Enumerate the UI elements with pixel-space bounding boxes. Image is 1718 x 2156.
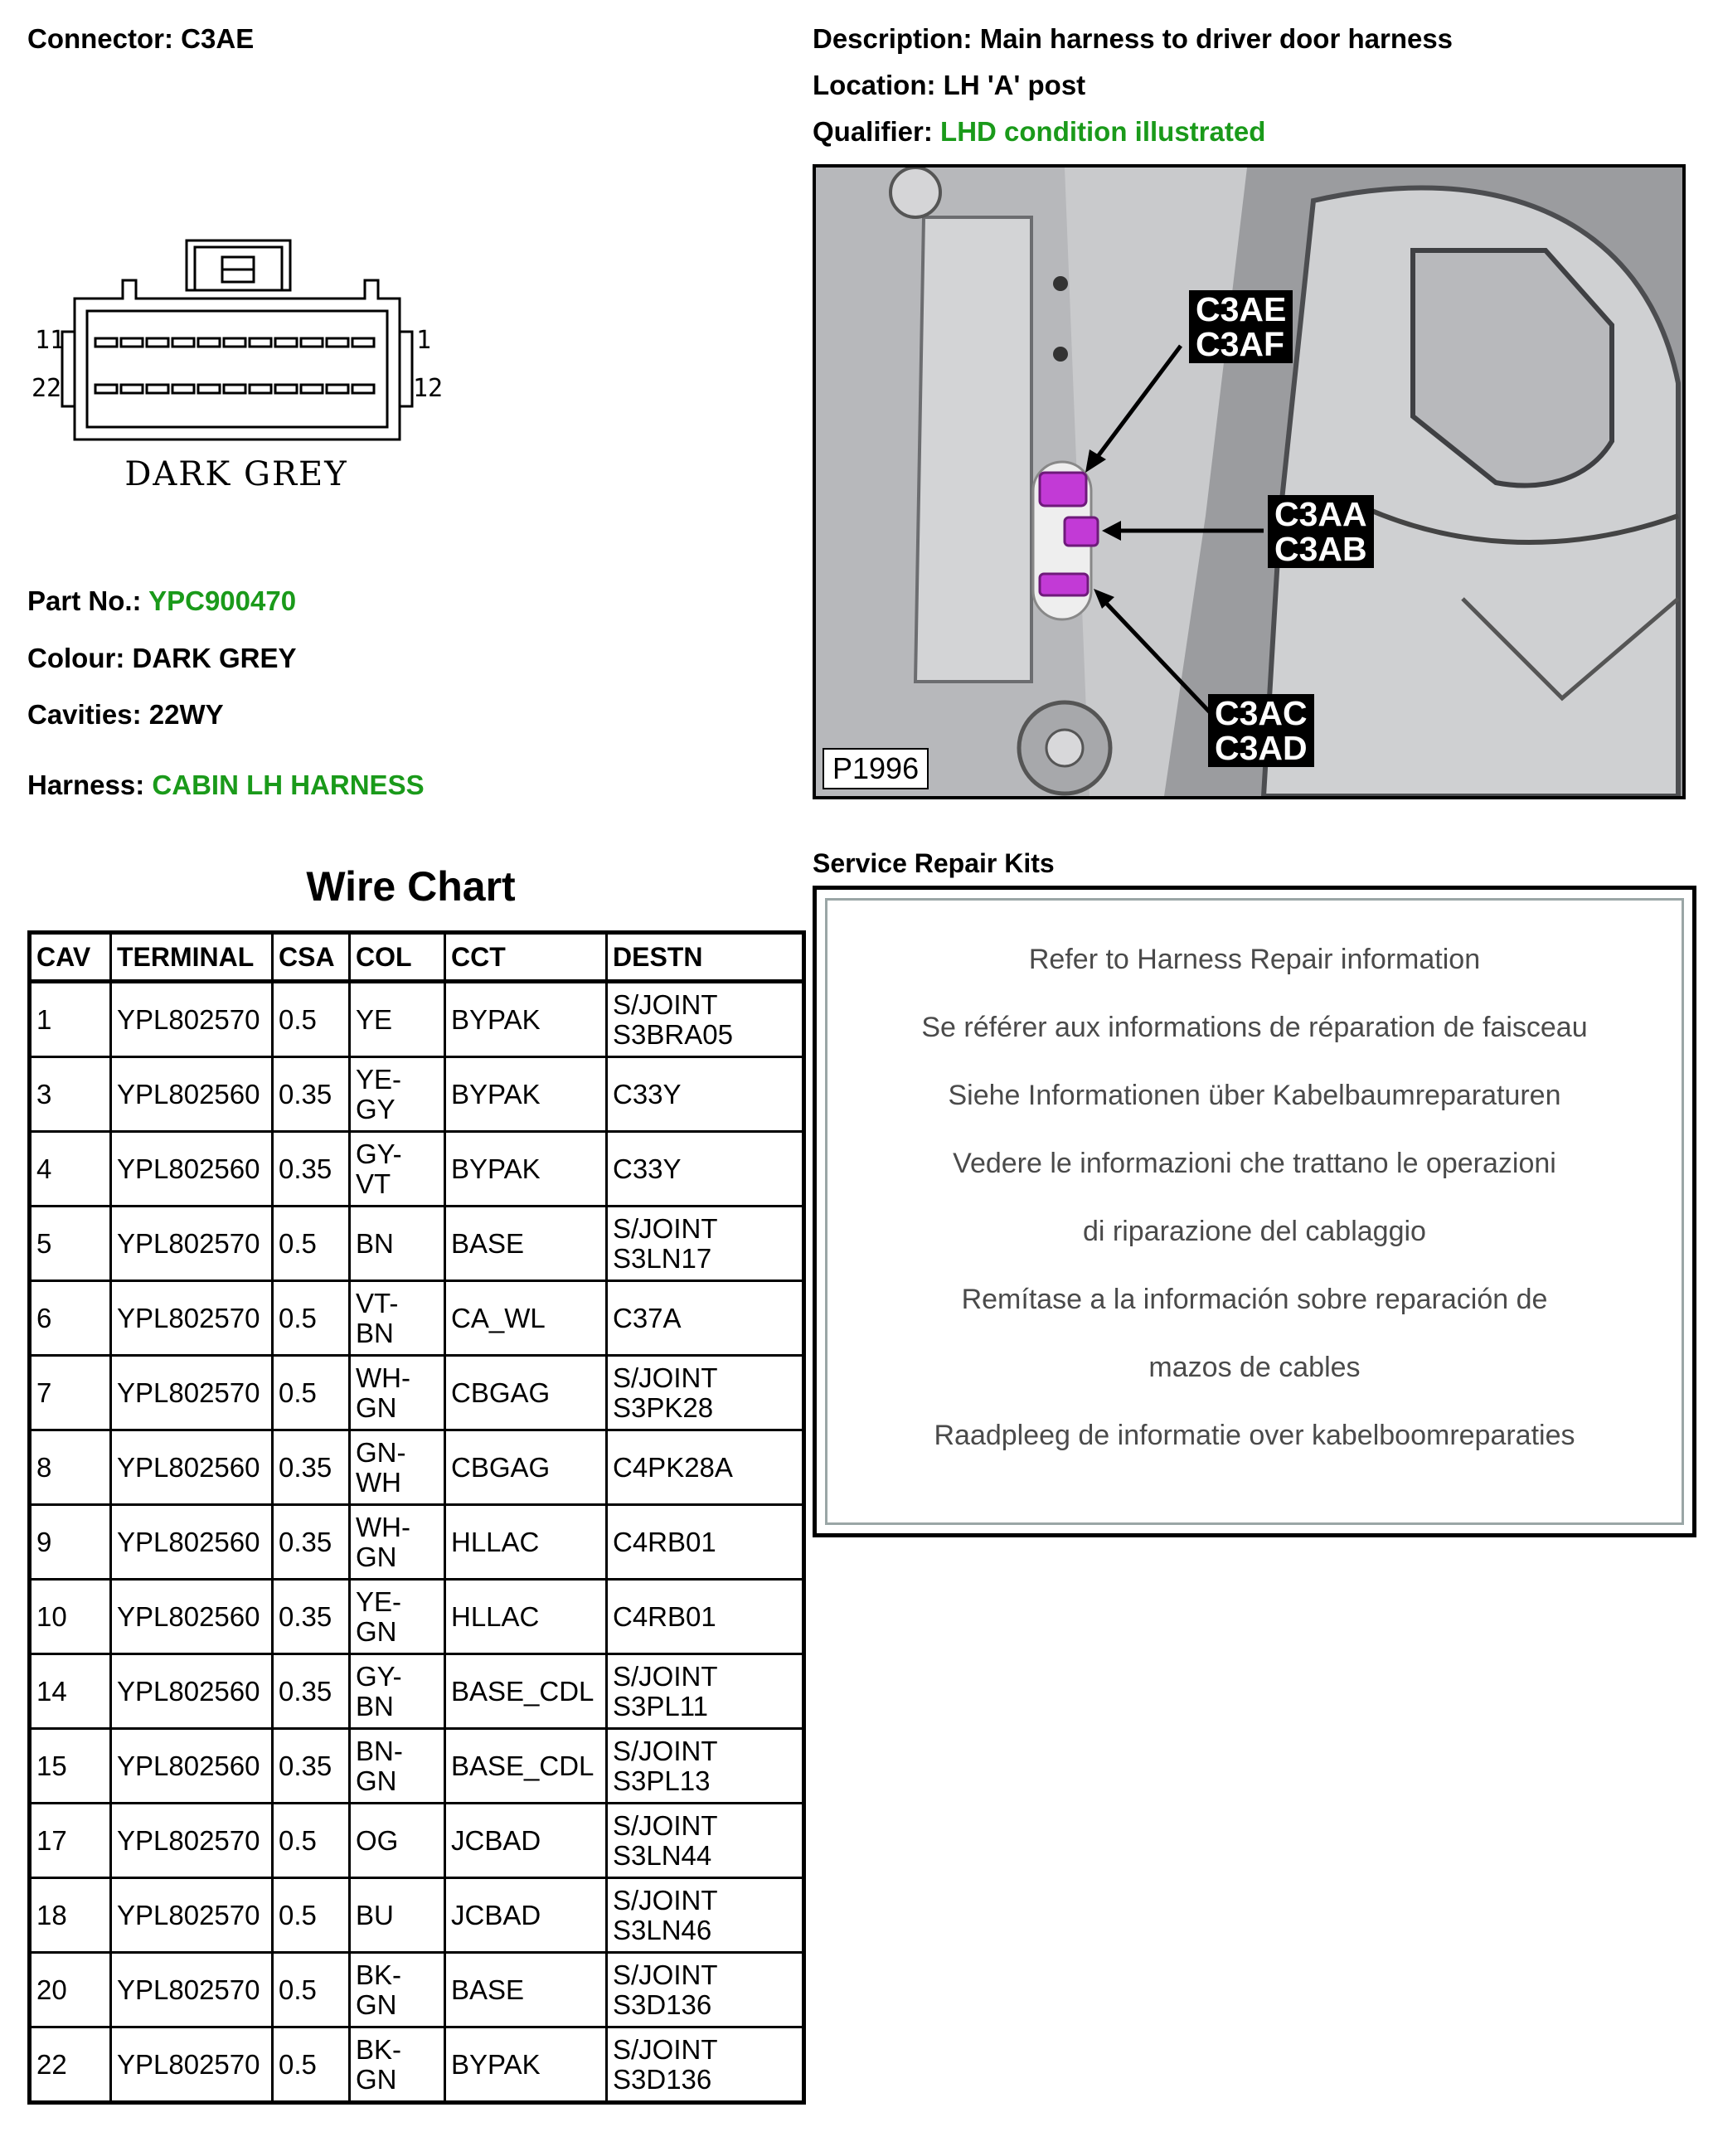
cell-col-line: WH- [356,1362,410,1393]
cell-col [350,1281,445,1356]
cell-terminal: YPL802560 [111,1654,273,1729]
cell-csa: 0.5 [273,1878,350,1953]
cell-cct: HLLAC [445,1580,607,1654]
cell-destn-line: S3D136 [613,1988,712,2020]
cell-destn [607,1356,804,1430]
cell-cct: CBGAG [445,1430,607,1505]
cell-csa: 0.35 [273,1729,350,1804]
cell-cav: 8 [30,1430,111,1505]
callout-line: C3AC [1215,694,1308,732]
table-row [30,982,804,1057]
cell-cct: JCBAD [445,1878,607,1953]
pin-cavity [352,338,374,347]
cell-col-line: BU [356,1899,394,1930]
cell-col-line: GY [356,1093,396,1124]
photo-reference-label: P1996 [823,748,929,789]
cell-destn [607,1953,804,2027]
cell-col-line: YE [356,1003,393,1035]
harness-label: Harness: [27,770,145,800]
cell-destn-line: C4RB01 [613,1600,716,1632]
description-value: Main harness to driver door harness [979,23,1454,54]
service-repair-kits-box [813,886,1696,1537]
cell-csa: 0.5 [273,1804,350,1878]
cell-destn-line: C33Y [613,1078,682,1110]
header-terminal: TERMINAL [111,933,273,982]
cell-destn-line: S/JOINT [613,2033,718,2065]
table-row [30,1654,804,1729]
cell-cav: 15 [30,1729,111,1804]
cell-csa: 0.5 [273,2027,350,2103]
location [813,70,1085,101]
table-row [30,1356,804,1430]
table-row [30,1729,804,1804]
cell-col-line: BN [356,1227,394,1259]
cell-col-line: GY- [356,1138,402,1169]
cavities [27,699,224,731]
connector-id [27,23,254,55]
cell-col-line: GN [356,1391,397,1423]
cell-col-line: WH- [356,1511,410,1542]
callout-line: C3AD [1215,729,1308,767]
kit-line-es-1: Remítase a la información sobre reparación de [961,1284,1548,1315]
pin-cavity [198,338,220,347]
cell-cct: CA_WL [445,1281,607,1356]
cell-destn [607,1430,804,1505]
cell-col-line: VT [356,1168,391,1199]
cell-col-line: OG [356,1824,399,1856]
cell-col [350,1878,445,1953]
pin-cavity [352,385,374,393]
qualifier-value[interactable]: LHD condition illustrated [940,116,1266,147]
colour-value: DARK GREY [132,643,297,673]
cavities-value: 22WY [148,699,224,730]
part-no-label: Part No.: [27,585,142,616]
cell-cct: BASE_CDL [445,1654,607,1729]
kit-line-es-2: mazos de cables [1148,1352,1361,1383]
cell-col-line: GN [356,1615,397,1647]
cell-cct: BYPAK [445,2027,607,2103]
cell-destn-line: S3PL13 [613,1765,711,1796]
cell-cav: 9 [30,1505,111,1580]
cell-destn [607,1804,804,1878]
kit-line-it-2: di riparazione del cablaggio [1083,1216,1426,1247]
cell-cct: BASE [445,1953,607,2027]
header-csa: CSA [273,933,350,982]
table-row [30,1580,804,1654]
cell-terminal: YPL802570 [111,1356,273,1430]
header-cct: CCT [445,933,607,982]
pin-cavity [275,385,297,393]
cell-destn-line: S/JOINT [613,1809,718,1841]
cell-destn [607,2027,804,2103]
cell-destn-line: S/JOINT [613,1884,718,1916]
connector-colour-caption: DARK GREY [124,455,348,493]
cell-col-line: VT- [356,1287,399,1318]
connector-label: Connector: [27,23,173,54]
cell-destn [607,1207,804,1281]
cell-terminal: YPL802560 [111,1505,273,1580]
qualifier-label: Qualifier: [813,116,933,147]
cell-cav: 7 [30,1356,111,1430]
pin-label-11: 11 [35,326,66,355]
pin-label-1: 1 [416,326,432,355]
cell-col [350,1207,445,1281]
harness [27,770,425,801]
cell-col-line: GN [356,1541,397,1572]
cell-destn [607,982,804,1057]
cell-cav: 14 [30,1654,111,1729]
pin-cavity [275,338,297,347]
callout-line: C3AE [1196,290,1287,328]
cell-cav: 20 [30,1953,111,2027]
cell-destn-line: S/JOINT [613,1212,718,1244]
cell-destn [607,1281,804,1356]
callout-c3aa-c3ab[interactable] [1268,495,1374,568]
table-row [30,1281,804,1356]
cell-col [350,1430,445,1505]
cell-terminal: YPL802570 [111,1953,273,2027]
cell-cct: BASE [445,1207,607,1281]
cell-col [350,1132,445,1207]
cell-col [350,1356,445,1430]
cell-cct: BASE_CDL [445,1729,607,1804]
description-label: Description: [813,23,973,54]
cell-cct: HLLAC [445,1505,607,1580]
cell-csa: 0.35 [273,1430,350,1505]
cell-destn-line: C37A [613,1302,682,1333]
table-row [30,1430,804,1505]
pin-cavity [172,338,194,347]
table-row [30,1804,804,1878]
cell-cct: CBGAG [445,1356,607,1430]
cell-destn-line: C33Y [613,1153,682,1184]
cell-destn-line: S/JOINT [613,1660,718,1692]
pin-cavity [95,385,117,393]
cell-col [350,1804,445,1878]
cell-destn-line: S/JOINT [613,1959,718,1990]
kit-line-nl: Raadpleeg de informatie over kabelboomreparaties [934,1420,1575,1451]
pin-row-top [95,338,374,347]
cell-col-line: GN [356,1765,397,1796]
cell-destn [607,1505,804,1580]
cell-terminal: YPL802570 [111,1878,273,1953]
pin-label-22: 22 [32,374,62,403]
cell-cav: 18 [30,1878,111,1953]
callout-c3ae-c3af[interactable] [1189,290,1293,363]
cell-terminal: YPL802570 [111,2027,273,2103]
callout-c3ac-c3ad[interactable] [1208,694,1314,767]
table-row [30,1057,804,1132]
cell-terminal: YPL802560 [111,1132,273,1207]
pin-cavity [327,385,348,393]
cell-destn [607,1729,804,1804]
callout-line: C3AA [1274,495,1367,533]
pin-cavity [250,338,271,347]
cell-terminal: YPL802560 [111,1057,273,1132]
cell-cav: 3 [30,1057,111,1132]
table-row [30,1505,804,1580]
pin-cavity [224,338,245,347]
cell-csa: 0.35 [273,1580,350,1654]
cell-col-line: WH [356,1466,401,1498]
wire-chart-table [27,930,806,2105]
connector-face-diagram [25,232,456,506]
cell-destn-line: S3LN17 [613,1242,712,1274]
cell-col-line: GN [356,1988,397,2020]
cell-cct: BYPAK [445,982,607,1057]
service-repair-kits-title: Service Repair Kits [813,848,1055,878]
connector-value: C3AE [181,23,255,54]
cell-col-line: BK- [356,2033,402,2065]
cell-col-line: BK- [356,1959,402,1990]
qualifier [813,116,1265,148]
cell-col-line: BN [356,1690,394,1721]
cell-destn-line: C4PK28A [613,1451,733,1483]
cell-csa: 0.35 [273,1505,350,1580]
cell-destn [607,1580,804,1654]
cell-cct: JCBAD [445,1804,607,1878]
cell-col [350,1057,445,1132]
cell-terminal: YPL802570 [111,1804,273,1878]
cell-col-line: YE- [356,1585,402,1617]
table-row [30,1953,804,2027]
harness-value[interactable]: CABIN LH HARNESS [152,770,425,800]
cell-destn-line: S/JOINT [613,988,718,1020]
cell-csa: 0.5 [273,1281,350,1356]
pin-cavity [250,385,271,393]
location-label: Location: [813,70,936,100]
wire-chart-title: Wire Chart [306,863,516,910]
cell-csa: 0.5 [273,1207,350,1281]
cell-destn-line: C4RB01 [613,1526,716,1557]
cell-destn [607,1057,804,1132]
cell-csa: 0.5 [273,1953,350,2027]
cell-terminal: YPL802560 [111,1580,273,1654]
cell-destn-line: S3LN44 [613,1839,712,1871]
pin-cavity [121,385,143,393]
cell-destn-line: S/JOINT [613,1735,718,1766]
cell-cav: 17 [30,1804,111,1878]
cell-destn [607,1878,804,1953]
table-header-row [30,933,804,982]
part-no-value[interactable]: YPC900470 [148,585,297,616]
pin-cavity [224,385,245,393]
cell-destn-line: S3D136 [613,2063,712,2095]
cell-col [350,2027,445,2103]
pin-cavity [147,338,168,347]
cell-csa: 0.5 [273,1356,350,1430]
cell-col-line: BN- [356,1735,403,1766]
cell-col [350,1505,445,1580]
cell-cav: 10 [30,1580,111,1654]
cell-cav: 4 [30,1132,111,1207]
description [813,23,1453,55]
callout-line: C3AB [1274,530,1367,568]
cell-col [350,1580,445,1654]
cell-cav: 1 [30,982,111,1057]
cell-col [350,982,445,1057]
cell-csa: 0.35 [273,1654,350,1729]
pin-cavity [121,338,143,347]
pin-cavity [147,385,168,393]
kit-line-de: Siehe Informationen über Kabelbaumreparaturen [948,1080,1561,1111]
cell-terminal: YPL802570 [111,982,273,1057]
table-row [30,2027,804,2103]
kit-line-it-1: Vedere le informazioni che trattano le operazioni [953,1148,1556,1179]
part-no [27,585,296,617]
pin-cavity [327,338,348,347]
cell-terminal: YPL802560 [111,1430,273,1505]
cell-col-line: GY- [356,1660,402,1692]
cell-csa: 0.35 [273,1057,350,1132]
cell-destn-line: S3PK28 [613,1391,714,1423]
cell-col [350,1953,445,2027]
header-destn: DESTN [607,933,804,982]
cavities-label: Cavities: [27,699,142,730]
cell-cct: BYPAK [445,1132,607,1207]
cell-col-line: YE- [356,1063,402,1095]
cell-terminal: YPL802570 [111,1207,273,1281]
pin-cavity [95,338,117,347]
table-row [30,1207,804,1281]
cell-destn [607,1654,804,1729]
pin-cavity [172,385,194,393]
location-value: LH 'A' post [943,70,1086,100]
pin-cavity [198,385,220,393]
cell-terminal: YPL802570 [111,1281,273,1356]
cell-destn-line: S3LN46 [613,1914,712,1945]
service-repair-kits-inner [825,898,1684,1525]
cell-terminal: YPL802560 [111,1729,273,1804]
colour-label: Colour: [27,643,125,673]
cell-csa: 0.35 [273,1132,350,1207]
pin-label-12: 12 [413,374,444,403]
header-cav: CAV [30,933,111,982]
pin-cavity [301,385,323,393]
pin-cavity [301,338,323,347]
header-col: COL [350,933,445,982]
table-row [30,1878,804,1953]
cell-destn [607,1132,804,1207]
cell-col [350,1654,445,1729]
kit-line-fr: Se référer aux informations de réparation de faisceau [921,1012,1588,1043]
cell-csa: 0.5 [273,982,350,1057]
cell-destn-line: S/JOINT [613,1362,718,1393]
cell-col-line: GN- [356,1436,406,1468]
cell-cct: BYPAK [445,1057,607,1132]
cell-cav: 5 [30,1207,111,1281]
cell-col-line: BN [356,1317,394,1348]
colour [27,643,297,674]
cell-cav: 6 [30,1281,111,1356]
cell-destn-line: S3PL11 [613,1690,708,1721]
kit-line-en: Refer to Harness Repair information [1028,944,1481,975]
table-row [30,1132,804,1207]
cell-cav: 22 [30,2027,111,2103]
pin-row-bottom [95,385,374,393]
connector-location-image [813,164,1686,799]
callout-line: C3AF [1196,325,1285,363]
cell-destn-line: S3BRA05 [613,1018,733,1050]
cell-col [350,1729,445,1804]
cell-col-line: GN [356,2063,397,2095]
